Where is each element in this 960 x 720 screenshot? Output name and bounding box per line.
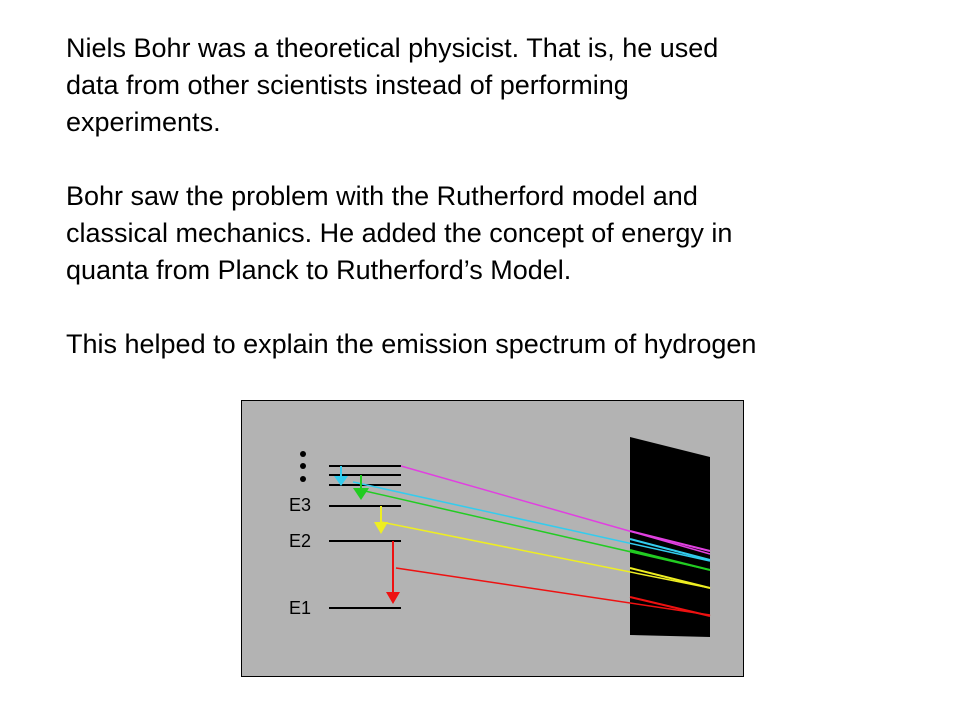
ellipsis-dot — [300, 451, 306, 457]
text-line: quanta from Planck to Rutherford’s Model. — [66, 255, 572, 285]
diagram-svg — [241, 400, 744, 677]
text-line: data from other scientists instead of performing — [66, 70, 629, 100]
ellipsis-dot — [300, 476, 306, 482]
text-line: classical mechanics. He added the concept of energy in — [66, 218, 733, 248]
text-line: This helped to explain the emission spectrum of hydrogen — [66, 329, 757, 359]
paragraph-rutherford-problem — [66, 178, 906, 289]
level-label-e2: E2 — [289, 531, 312, 551]
text-line: Bohr saw the problem with the Rutherford model and — [66, 181, 698, 211]
level-label-e3: E3 — [289, 495, 312, 515]
slide-text — [66, 30, 906, 363]
paragraph-bohr-intro — [66, 30, 906, 141]
text-line: Niels Bohr was a theoretical physicist. That is, he used — [66, 33, 719, 63]
text-line: experiments. — [66, 107, 221, 137]
hydrogen-emission-diagram — [241, 400, 744, 677]
ellipsis-dot — [300, 463, 306, 469]
paragraph-emission-spectrum — [66, 326, 906, 363]
level-label-e1: E1 — [289, 598, 312, 618]
